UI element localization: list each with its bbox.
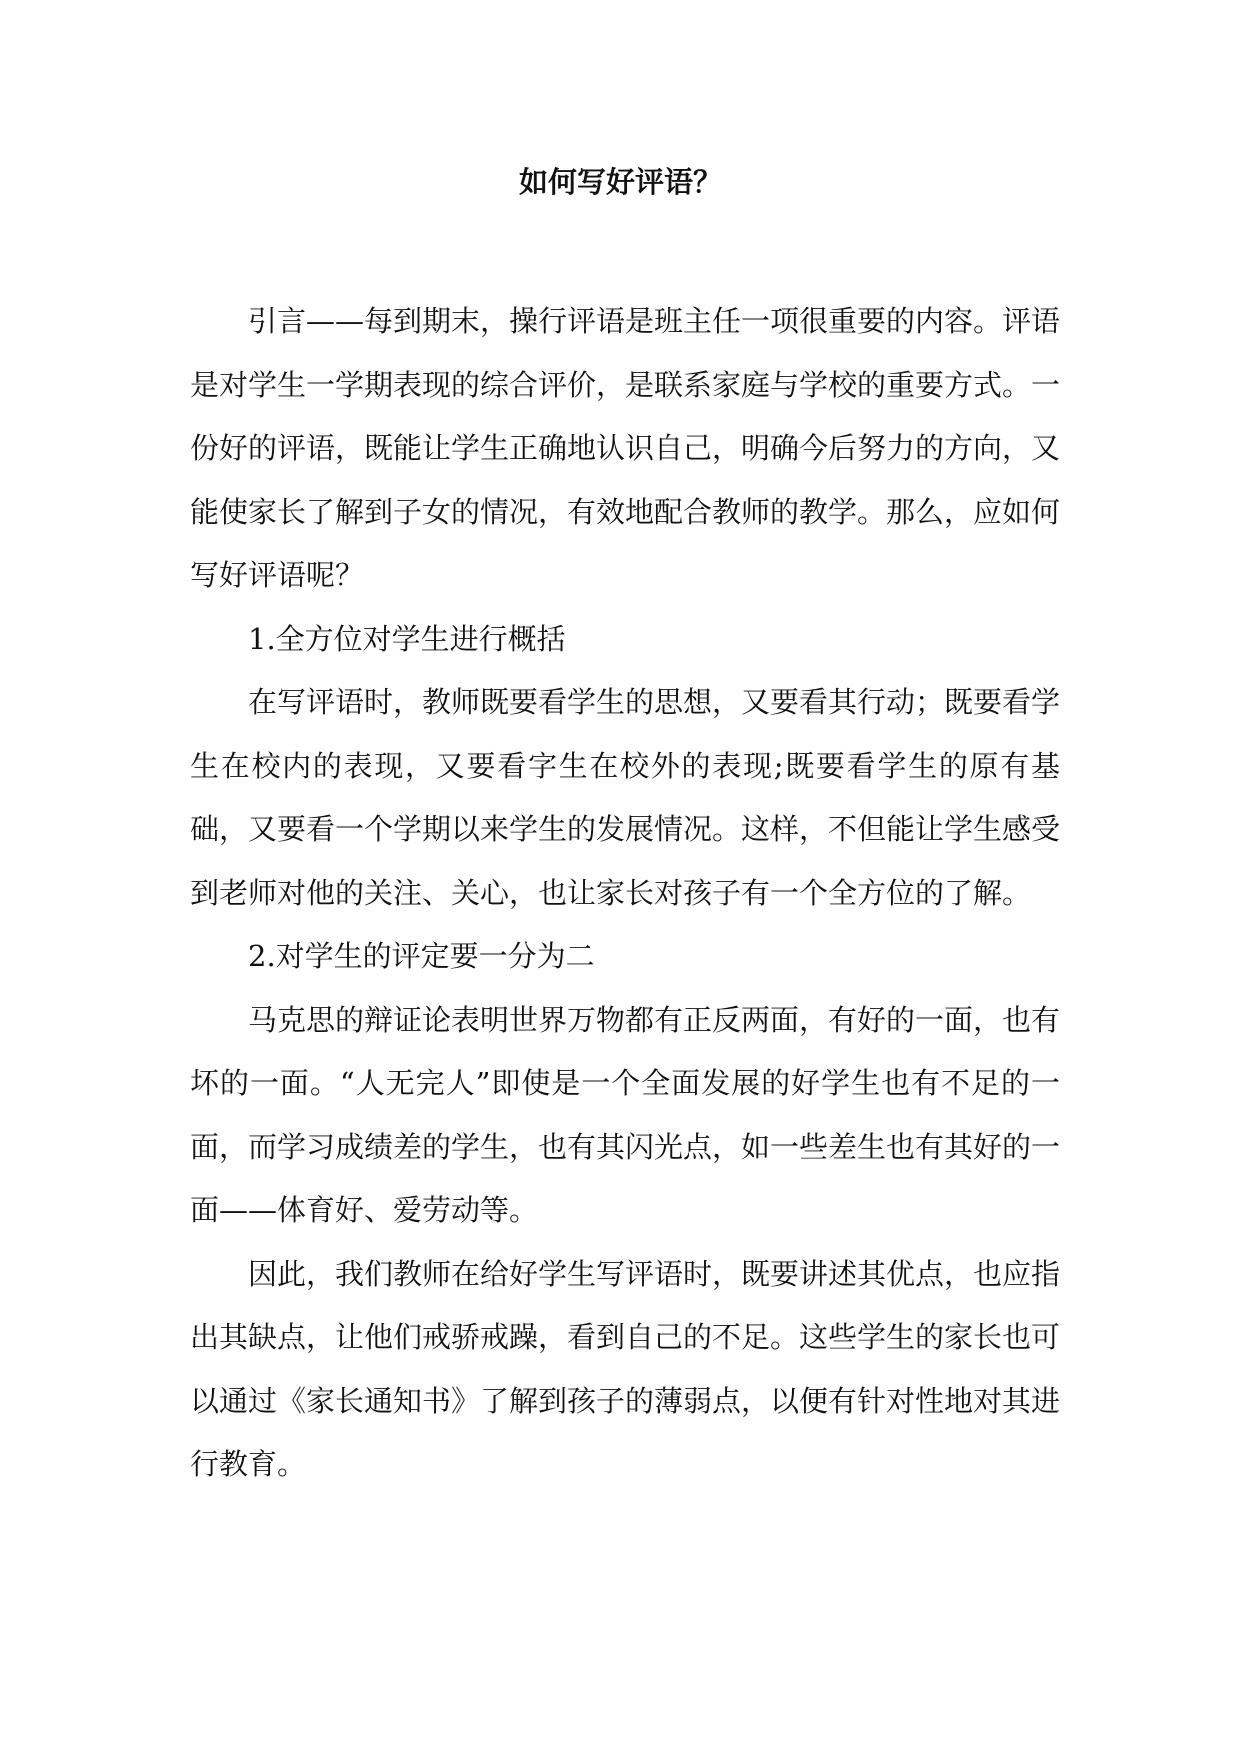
section-heading-1: 1.全方位对学生进行概括 (248, 621, 566, 656)
document-title: 如何写好评语？ (518, 165, 722, 199)
section-1-paragraph: 在写评语时，教师既要看学生的思想，又要看其行动；既要看学生在校内的表现，又要看字生在校外的表现;既要看学生的原有基础，又要看一个学期以来学生的发展情况。这样，不但能让学生感受到老师对他的关注、关心，也让家长对孩子有一个全方位的了解。 (190, 685, 1061, 910)
section-2-paragraph-1: 马克思的辩证论表明世界万物都有正反两面，有好的一面，也有坏的一面。“人无完人”即使是一个全面发展的好学生也有不足的一面，而学习成绩差的学生，也有其闪光点，如一些差生也有其好的一面——体育好、爱劳动等。 (190, 1002, 1061, 1227)
intro-paragraph: 引言——每到期末，操行评语是班主任一项很重要的内容。评语是对学生一学期表现的综合评价，是联系家庭与学校的重要方式。一份好的评语，既能让学生正确地认识自己，明确今后努力的方向，又能使家长了解到子女的情况，有效地配合教师的教学。那么，应如何写好评语呢？ (190, 304, 1061, 592)
document-body (190, 290, 1060, 1497)
section-heading-2: 2.对学生的评定要一分为二 (248, 939, 595, 973)
section-2-paragraph-2: 因此，我们教师在给好学生写评语时，既要讲述其优点，也应指出其缺点，让他们戒骄戒躁，看到自己的不足。这些学生的家长也可以通过《家长通知书》了解到孩子的薄弱点，以便有针对性地对其进行教育。 (190, 1256, 1061, 1481)
